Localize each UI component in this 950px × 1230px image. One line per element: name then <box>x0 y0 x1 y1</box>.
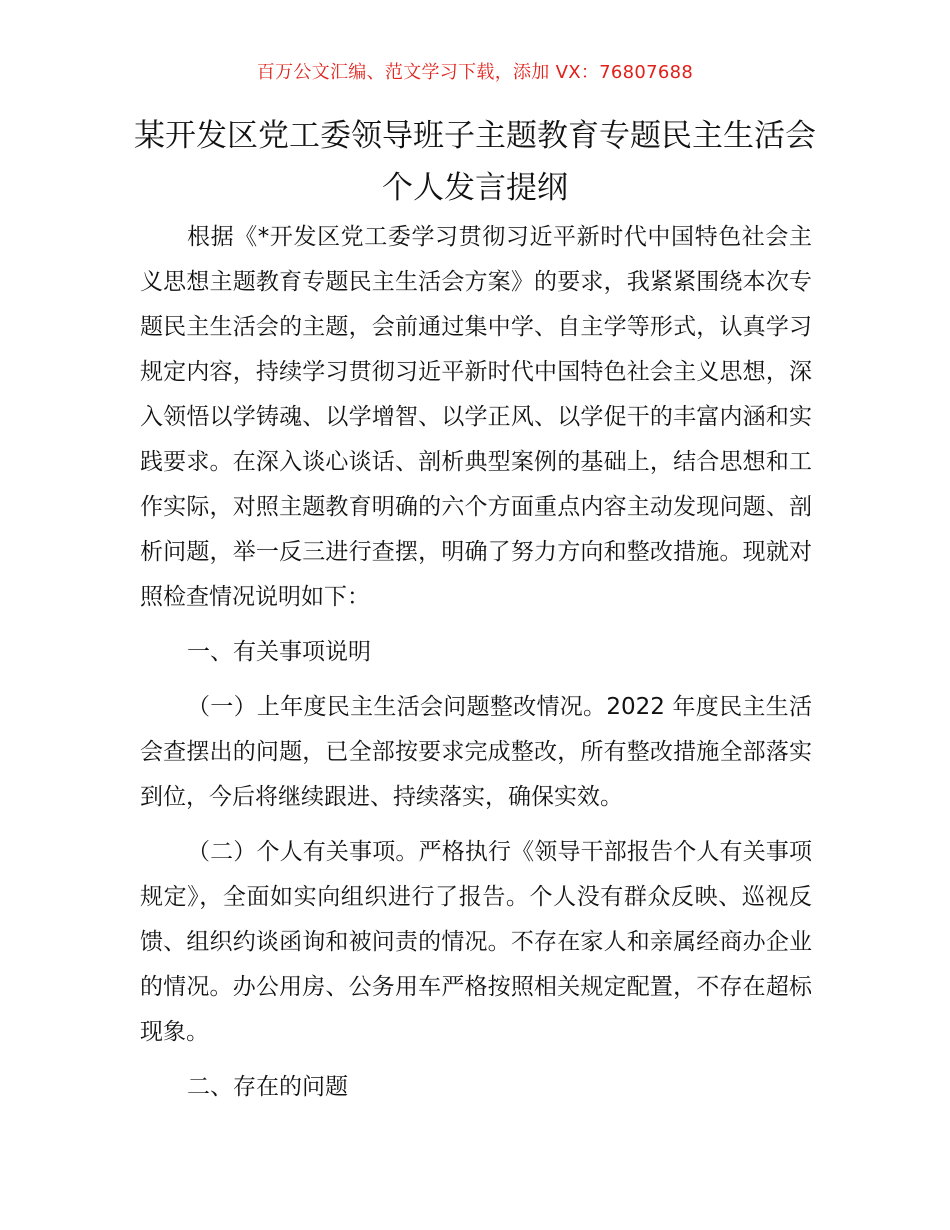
document-title: 某开发区党工委领导班子主题教育专题民主生活会个人发言提纲 <box>134 118 816 206</box>
document-body <box>140 215 812 1120</box>
header-note: 百万公文汇编、范文学习下载，添加 VX：76807688 <box>256 62 694 83</box>
section-heading-1: 一、有关事项说明 <box>187 639 371 665</box>
intro-paragraph: 根据《*开发区党工委学习贯彻习近平新时代中国特色社会主义思想主题教育专题民主生活会方案》的要求，我紧紧围绕本次专题民主生活会的主题，会前通过集中学、自主学等形式，认真学习规定内容，持续学习贯彻习近平新时代中国特色社会主义思想，深入领悟以学铸魂、以学增智、以学正风、以学促干的丰富内涵和实践要求。在深入谈心谈话、剖析典型案例的基础上，结合思想和工作实际，对照主题教育明确的六个方面重点内容主动发现问题、剖析问题，举一反三进行查摆，明确了努力方向和整改措施。现就对照检查情况说明如下： <box>140 224 812 610</box>
item-paragraph-2: （二）个人有关事项。严格执行《领导干部报告个人有关事项规定》，全面如实向组织进行了报告。个人没有群众反映、巡视反馈、组织约谈函询和被问责的情况。不存在家人和亲属经商办企业的情况。办公用房、公务用车严格按照相关规定配置，不存在超标现象。 <box>140 839 812 1045</box>
section-heading-2: 二、存在的问题 <box>187 1074 348 1100</box>
item-paragraph-1: （一）上年度民主生活会问题整改情况。2022 年度民主生活会查摆出的问题，已全部按要求完成整改，所有整改措施全部落实到位，今后将继续跟进、持续落实，确保实效。 <box>140 694 812 810</box>
